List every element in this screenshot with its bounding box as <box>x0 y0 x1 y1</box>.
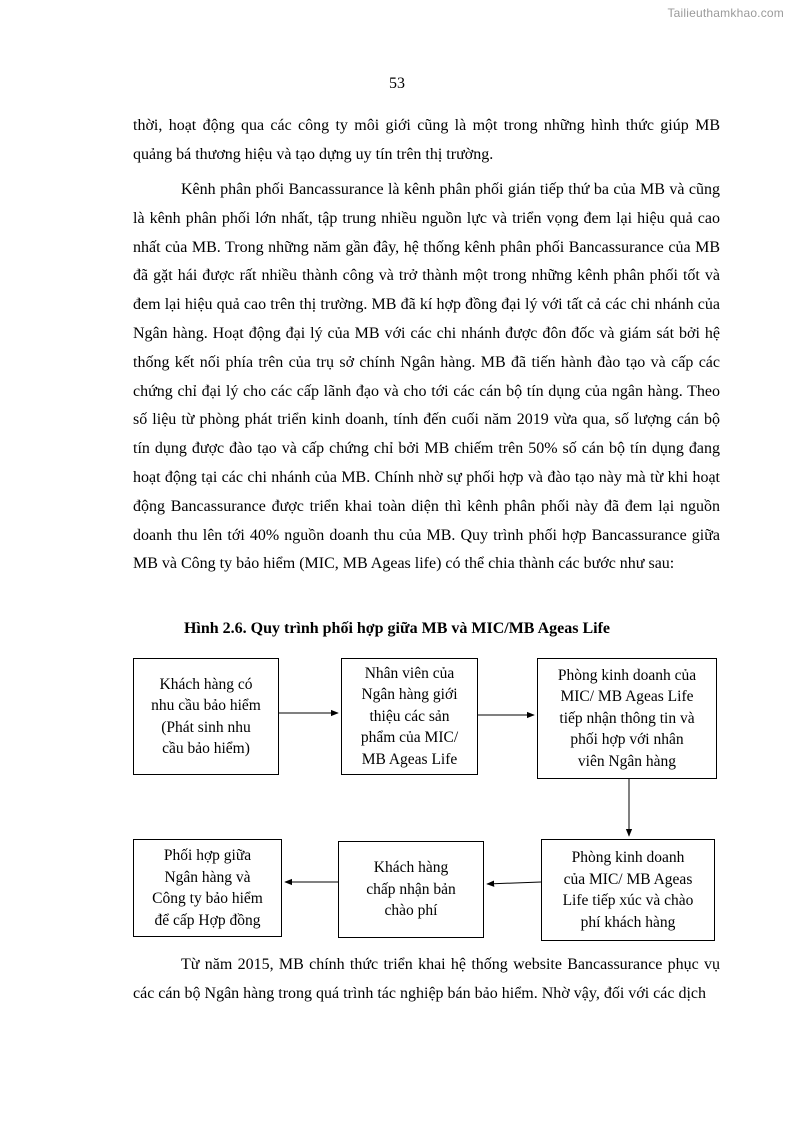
flow-step-4: Phòng kinh doanh của MIC/ MB Ageas Life tiếp xúc và chào phí khách hàng <box>541 839 715 941</box>
flow-step-3: Phòng kinh doanh của MIC/ MB Ageas Life tiếp nhận thông tin và phối hợp với nhân viên Ngân hàng <box>537 658 717 779</box>
paragraph-intro: thời, hoạt động qua các công ty môi giới cũng là một trong những hình thức giúp MB quảng bá thương hiệu và tạo dựng uy tín trên thị trường. <box>133 117 720 163</box>
paragraph-bancassurance: Kênh phân phối Bancassurance là kênh phân phối gián tiếp thứ ba của MB và cũng là kênh phân phối lớn nhất, tập trung nhiều nguồn lực và triển vọng đem lại hiệu quả cao nhất của MB. Trong những năm gần đây, hệ thống kênh phân phối Bancassurance của MB đã gặt hái được rất nhiều thành công và trở thành một trong những kênh phân phối tốt và đem lại hiệu quả cao trên thị trường. MB đã kí hợp đồng đại lý với tất cả các chi nhánh của Ngân hàng. Hoạt động đại lý của MB với các chi nhánh được đôn đốc và giám sát bởi hệ thống kết nối phía trên của trụ sở chính Ngân hàng. MB đã tiến hành đào tạo và cấp các chứng chỉ đại lý cho các cấp lãnh đạo và cho tới các cán bộ tín dụng của ngân hàng. Theo số liệu từ phòng phát triển kinh doanh, tính đến cuối năm 2019 vừa qua, số lượng cán bộ tín dụng được đào tạo và cấp chứng chỉ bởi MB chiếm trên 50% số cán bộ tín dụng đang hoạt động tại các chi nhánh của MB. Chính nhờ sự phối hợp và đào tạo này mà từ khi hoạt động Bancassurance được triển khai toàn diện thì kênh phân phối này đã đem lại nguồn doanh thu lên tới 40% nguồn doanh thu của MB. Quy trình phối hợp Bancassurance giữa MB và Công ty bảo hiểm (MIC, MB Ageas life) có thể chia thành các bước như sau: <box>133 181 720 573</box>
flow-step-1: Khách hàng có nhu cầu bảo hiểm (Phát sinh nhu cầu bảo hiểm) <box>133 658 279 775</box>
page-number: 53 <box>389 75 405 92</box>
watermark: Tailieuthamkhao.com <box>667 6 784 20</box>
flow-step-6: Phối hợp giữa Ngân hàng và Công ty bảo hiểm để cấp Hợp đồng <box>133 839 282 937</box>
paragraph-website: Từ năm 2015, MB chính thức triển khai hệ thống website Bancassurance phục vụ các cán bộ Ngân hàng trong quá trình tác nghiệp bán bảo hiểm. Nhờ vậy, đối với các dịch <box>133 956 720 1002</box>
flow-step-2: Nhân viên của Ngân hàng giới thiệu các sản phẩm của MIC/ MB Ageas Life <box>341 658 478 775</box>
flow-step-5: Khách hàng chấp nhận bản chào phí <box>338 841 484 938</box>
figure-caption: Hình 2.6. Quy trình phối hợp giữa MB và MIC/MB Ageas Life <box>183 620 611 637</box>
arrow-step4-to-step5 <box>487 882 541 884</box>
